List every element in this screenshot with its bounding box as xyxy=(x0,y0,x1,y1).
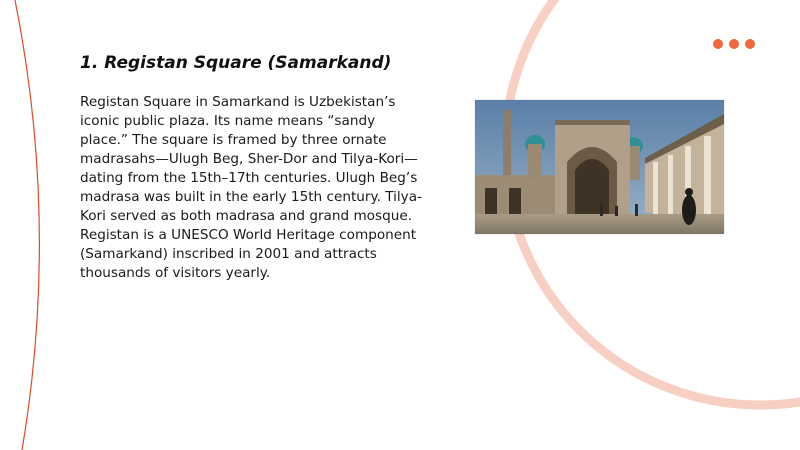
dot-1 xyxy=(713,39,723,49)
dot-2 xyxy=(729,39,739,49)
slide-body: Registan Square in Samarkand is Uzbekistan’s iconic public plaza. Its name means “sandy place.” The square is framed by three ornate madrasahs—Ulugh Beg, Sher-Dor and Tilya-Kori—dating from the 15th–17th centuries. Ulugh Beg’s madrasa was built in the early 15th century. Tilya-Kori served as both madrasa and grand mosque. Registan is a UNESCO World Heritage component (Samarkand) inscribed in 2001 and attracts thousands of visitors yearly. xyxy=(80,94,422,281)
left-edge-arc xyxy=(15,0,39,450)
slide-title: 1. Registan Square (Samarkand) xyxy=(80,53,392,73)
dot-3 xyxy=(745,39,755,49)
more-dots-icon[interactable] xyxy=(713,39,755,49)
registan-photo xyxy=(475,100,724,234)
